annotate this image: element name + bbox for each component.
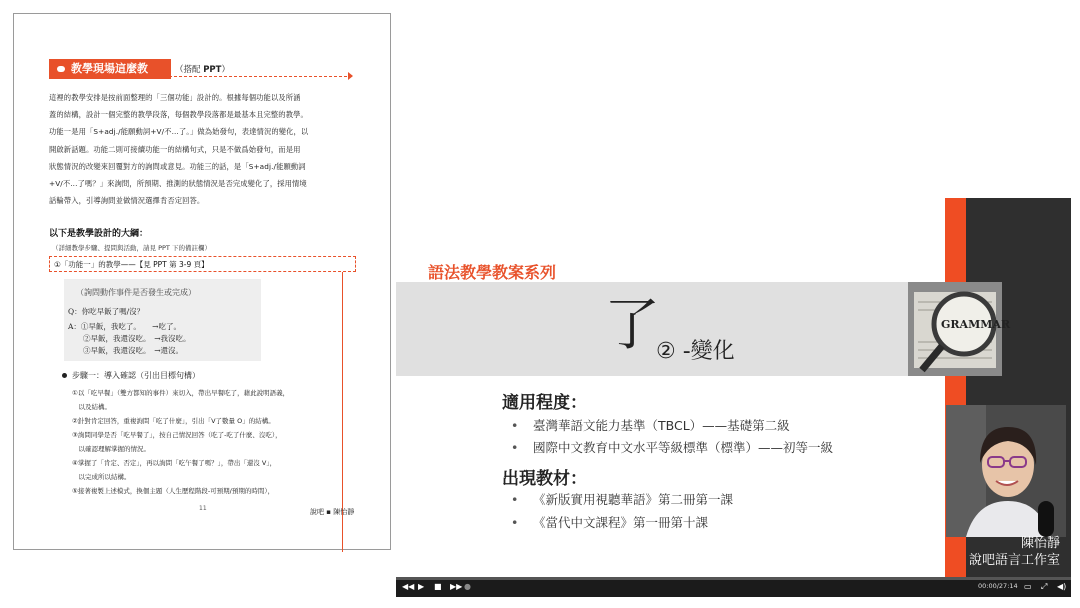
presenter-name: 陳怡靜 <box>1020 536 1060 551</box>
step-item: ②針對肯定回答，重複詢問「吃了什麼」，引出「V了數量 O」的結構。 <box>72 417 275 425</box>
textbook-item: • 《當代中文課程》第一冊第十課 <box>511 515 709 530</box>
bullet-icon: • <box>511 492 519 507</box>
step-heading: 步驟一：導入確認（引出目標句構） <box>62 370 200 381</box>
paragraph-line: 這裡的教學安排是按前面整理的「三個功能」設計的。根據每個功能以及所涵 <box>49 93 301 102</box>
step-item: 以及結構。 <box>72 403 111 411</box>
level-item: • 臺灣華語文能力基準（TBCL）——基礎第二級 <box>511 418 790 433</box>
paragraph-line: 狀態情況的改變來回覆對方的詢問或意見。功能三的話，是「S+adj./能願動詞 <box>49 161 306 171</box>
section-tag-label: 教學現場這麼教 <box>71 62 148 75</box>
subtitles-icon[interactable]: ▭ <box>1024 582 1032 591</box>
paragraph-line: 功能一是用「S+adj./能願動詞+V/不...了。」做為始發句，表達情況的變化，以 <box>49 127 309 137</box>
page-number: 11 <box>199 505 207 512</box>
progress-bar[interactable] <box>396 577 1071 580</box>
section-heading-level: 適用程度： <box>502 393 587 413</box>
presenter-webcam <box>946 405 1066 537</box>
paragraph-line: 開啟新話題。功能二則可接續功能一的結構句式，只是不做爲始發句，而是用 <box>49 144 301 154</box>
paragraph-line: +V/不...了嗎？」來詢問，所預期、推測的狀態情況是否完成變化了，採用情境 <box>49 179 307 189</box>
example-answer: ②早飯，我還沒吃。 →我沒吃。 <box>68 334 191 343</box>
example-question: Q：你吃早飯了嗎/沒？ <box>68 307 145 316</box>
example-answer: A：①早飯，我吃了。 →吃了。 <box>68 322 181 331</box>
arrow-right-icon <box>348 72 353 80</box>
level-item: • 國際中文教育中文水平等級標準（標準）——初等一級 <box>511 440 834 455</box>
progress-handle-icon[interactable]: ● <box>464 582 471 591</box>
magnifier-grammar-image <box>908 282 1011 376</box>
video-player[interactable] <box>396 198 1071 597</box>
step-item: ④掌握了「肯定、否定」，再以詢問「吃午餐了嗎？」，帶出「還沒 V」， <box>72 459 277 467</box>
step-item: ⑤接著複製上述模式，換個主題（人生歷程階段-可預期/預期的時間）， <box>72 487 275 495</box>
presenter-organization: 說吧語言工作室 <box>968 553 1060 568</box>
step-item: ③詢問同學是否「吃早餐了」，按自己情況回答（吃了-吃了什麼、沒吃）， <box>72 431 282 439</box>
bullet-icon: • <box>511 515 519 530</box>
step-item: ①以「吃早餐」（雙方都知的事件）來切入，帶出早餐吃了，藉此說明語義， <box>72 389 290 397</box>
bullet-icon <box>62 373 67 378</box>
paragraph-line: 蓋的結構，設計一個完整的教學段落，每個教學段落都是最基本且完整的教學。 <box>49 110 308 120</box>
step-item: 以完成所以結構。 <box>72 473 131 481</box>
rewind-icon[interactable]: ◀◀ <box>402 582 415 591</box>
outline-note: （詳細教學步驟、提問與活動，請見 PPT 下的備註欄） <box>52 244 211 252</box>
svg-text:GRAMMAR: GRAMMAR <box>941 318 1011 331</box>
section-note: （搭配 PPT） <box>175 65 230 75</box>
control-bar <box>396 577 1071 597</box>
document-page <box>13 13 391 550</box>
slide-title: 了 <box>604 293 660 358</box>
presenter-caption <box>956 535 1060 569</box>
slide-subtitle: ② -變化 <box>656 339 735 364</box>
function-heading: ①「功能一」的教學——【見 PPT 第 3-9 頁】 <box>54 260 209 269</box>
step-item: 以確認理解掌握的情況。 <box>72 445 150 453</box>
play-icon[interactable]: ▶ <box>418 582 425 591</box>
section-heading-textbooks: 出現教材： <box>502 469 587 489</box>
example-answer: ③早飯，我還沒吃。 →還沒。 <box>68 346 184 355</box>
textbook-item: • 《新版實用視聽華語》第二冊第一課 <box>511 492 734 507</box>
volume-icon[interactable]: ◀) <box>1057 582 1067 591</box>
presenter-avatar <box>946 405 1066 537</box>
page-author: 說吧 ▪ 陳怡靜 <box>310 508 355 516</box>
grammar-photo <box>908 282 1011 376</box>
outline-title: 以下是教學設計的大綱： <box>49 229 149 239</box>
bullet-icon: • <box>511 418 519 433</box>
speech-bubble-icon <box>57 66 65 72</box>
example-box <box>64 279 261 361</box>
intro-paragraph <box>49 89 354 209</box>
slide-series-title: 語法教學教案系列 <box>428 263 557 282</box>
section-rule <box>49 76 352 77</box>
step-items <box>72 386 342 498</box>
fast-forward-icon[interactable]: ▶▶ <box>450 582 463 591</box>
slide <box>396 198 1071 577</box>
stop-icon[interactable]: ■ <box>434 582 442 591</box>
paragraph-line: 話輪帶入，引導詢問並做情況選擇肯否定回答。 <box>49 196 205 206</box>
example-title: （詢問動作事件是否發生或完成） <box>76 288 196 297</box>
time-display: 00:00/27:14 <box>978 582 1018 590</box>
bullet-icon: • <box>511 440 519 455</box>
fullscreen-icon[interactable]: ⤢ <box>1041 582 1048 591</box>
